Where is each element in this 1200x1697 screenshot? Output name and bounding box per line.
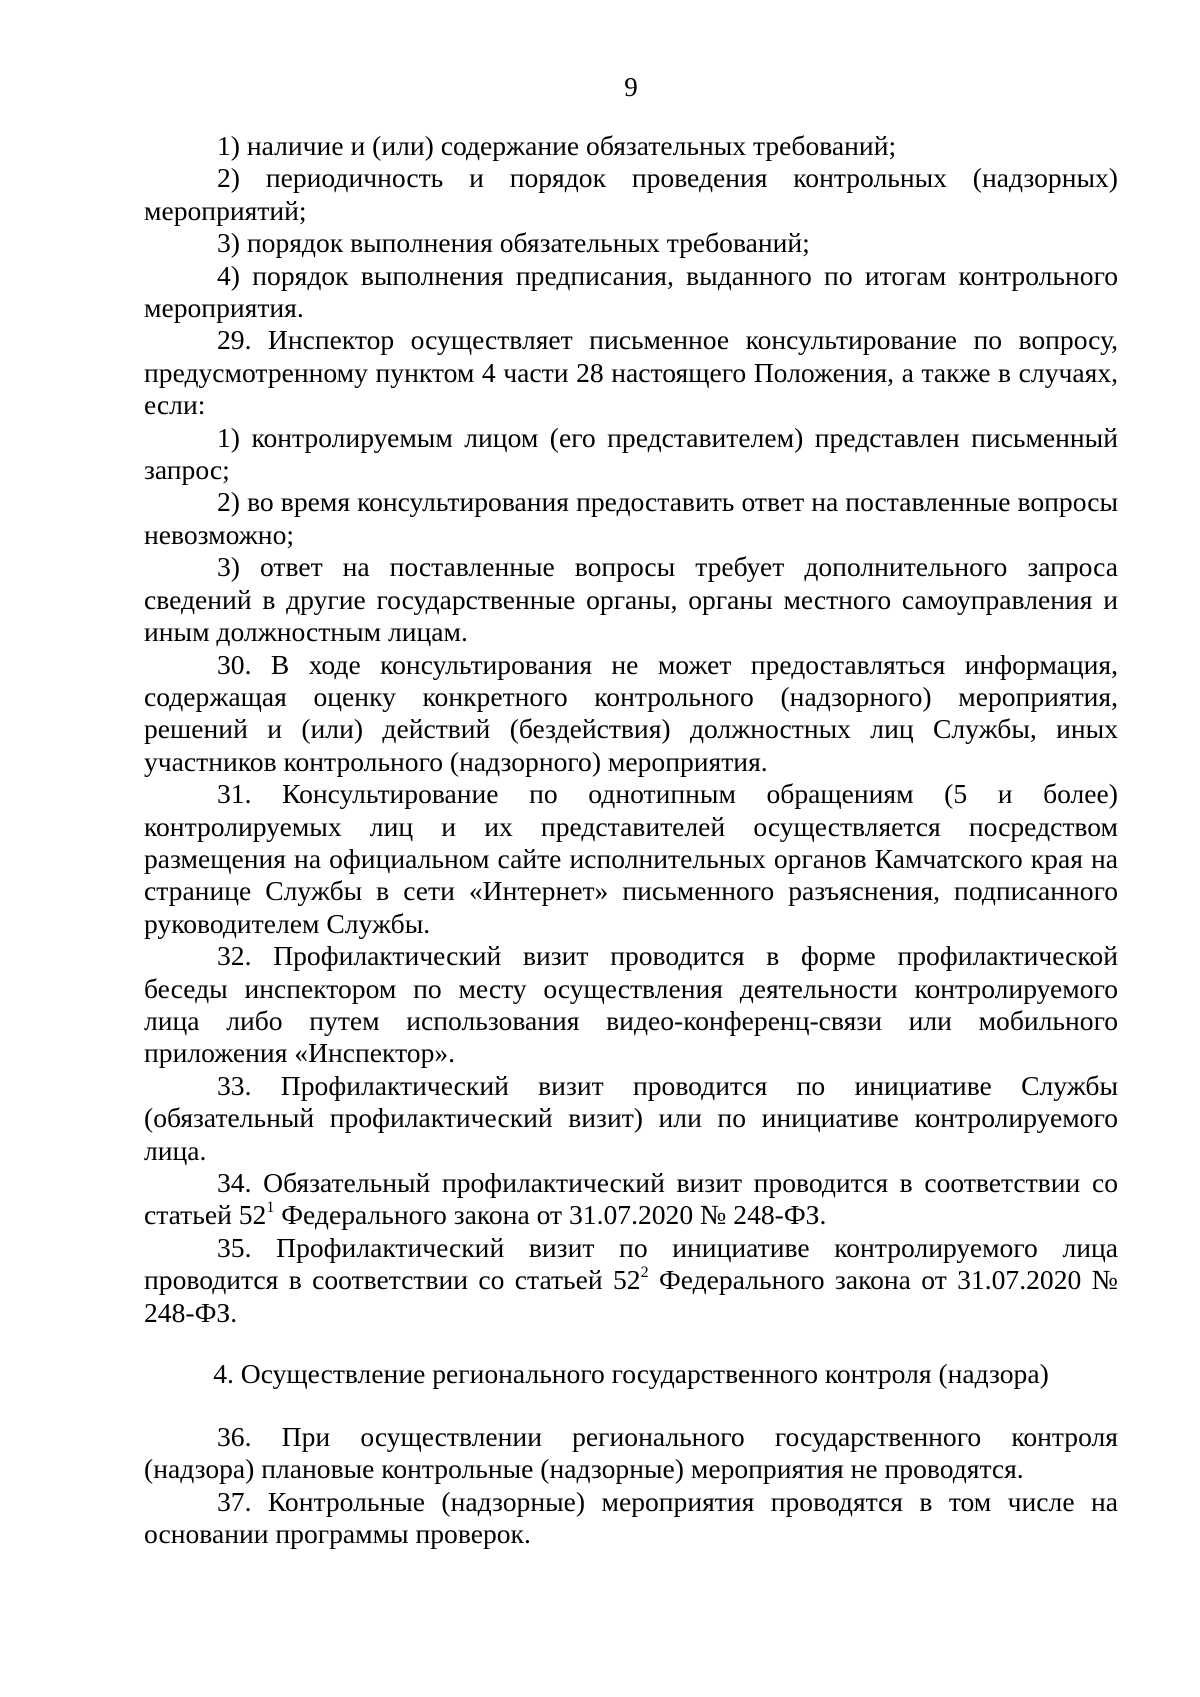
section-heading: 4. Осуществление регионального государственного контроля (надзора) [213,1358,1049,1390]
paragraph-37: 37. Контрольные (надзорные) мероприятия проводятся в том числе на основании программы проверок. [144,1485,1118,1550]
paragraph-34-text-b: Федерального закона от 31.07.2020 № 248-ФЗ. [274,1199,827,1231]
paragraph-34-superscript: 1 [266,1199,275,1217]
list-item-4: 4) порядок выполнения предписания, выданного по итогам контрольного мероприятия. [144,259,1118,324]
paragraph-29-item-3: 3) ответ на поставленные вопросы требует дополнительного запроса сведений в другие государственные органы, органы местного самоуправления и иным должностным лицам. [144,551,1118,648]
paragraph-32: 32. Профилактический визит проводится в форме профилактической беседы инспектором по месту осуществления деятельности контролируемого лица либо путем использования видео-конференц-связи или мобильного приложения «Инспектор». [144,940,1118,1069]
paragraph-33: 33. Профилактический визит проводится по инициативе Службы (обязательный профилактический визит) или по инициативе контролируемого лица. [144,1069,1118,1166]
list-item-3: 3) порядок выполнения обязательных требований; [217,227,810,259]
paragraph-34-text-a: 34. Обязательный профилактический визит проводится в соответствии со статьей 52 [144,1167,1118,1231]
paragraph-34 [144,1167,1118,1232]
paragraph-35-text-b: Федерального закона от 31.07.2020 № 248-ФЗ. [144,1264,1118,1328]
paragraph-35-text-a: 35. Профилактический визит по инициативе контролируемого лица проводится в соответствии со статьей 52 [144,1231,1118,1296]
paragraph-29-item-1: 1) контролируемым лицом (его представителем) представлен письменный запрос; [144,421,1118,486]
paragraph-35 [144,1232,1118,1329]
document-body [144,130,1118,1551]
paragraph-29: 29. Инспектор осуществляет письменное консультирование по вопросу, предусмотренному пунктом 4 части 28 настоящего Положения, а также в случаях, если: [144,324,1118,421]
paragraph-30: 30. В ходе консультирования не может предоставляться информация, содержащая оценку конкретного контрольного (надзорного) мероприятия, решений и (или) действий (бездействия) должностных лиц Службы, иных участников контрольного (надзорного) мероприятия. [144,648,1118,777]
list-item-1: 1) наличие и (или) содержание обязательных требований; [217,130,897,161]
paragraph-36: 36. При осуществлении регионального государственного контроля (надзора) плановые контрольные (надзорные) мероприятия не проводятся. [144,1421,1118,1485]
page-number: 9 [624,72,638,102]
list-item-2: 2) периодичность и порядок проведения контрольных (надзорных) мероприятий; [144,162,1118,226]
paragraph-35-superscript: 2 [640,1264,649,1282]
paragraph-31: 31. Консультирование по однотипным обращениям (5 и более) контролируемых лиц и их представителей осуществляется посредством размещения на официальном сайте исполнительных органов Камчатского края на странице Службы в сети «Интернет» письменного разъяснения, подписанного руководителем Службы. [144,778,1118,939]
paragraph-29-item-2: 2) во время консультирования предоставить ответ на поставленные вопросы невозможно; [144,486,1118,550]
